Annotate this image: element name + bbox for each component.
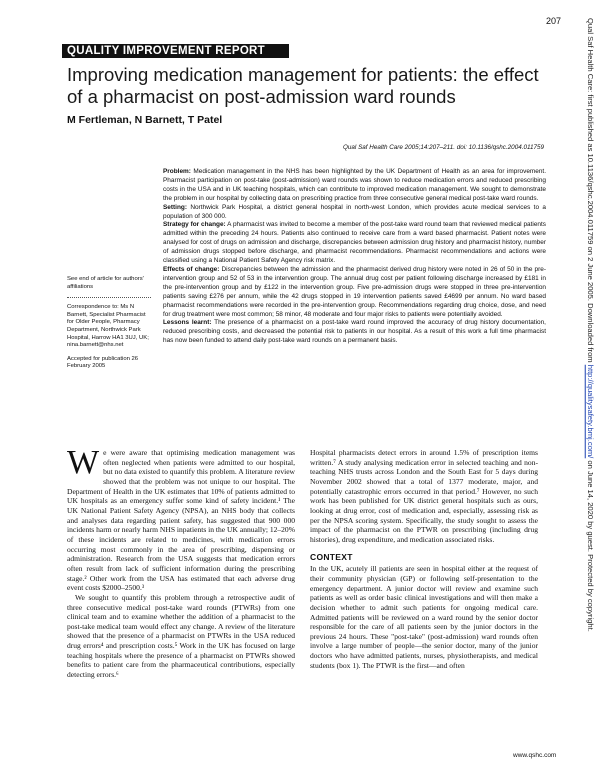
footer-url[interactable]: www.qshc.com (513, 752, 557, 759)
body-paragraph: We sought to quantify this problem through a retrospective audit of three consecutive medical post-take ward rounds (PTWRs) from one clinical team and to examine whether the addition of a pharmacist to the post-take medical team would effect any change. A review of the literature showed that the presence of a pharmacist on PTWRs in the USA reduced drug errors⁴ and prescription costs.⁵ Work in the UK has focused on large teaching hospitals where the presence of a pharmacist on PTWRs showed benefits to patient care from the pharmaceutical contributions, especially detecting errors.⁶ (67, 592, 295, 680)
abstract-lessons-text: The presence of a pharmacist on a post-take ward round improved the accuracy of drug history documentation, reduced prescribing costs, and decreased the potential risk to patients in our hospital. As a result of this work a full time pharmacist has now been funded to attend daily post-take ward rounds on a permanent basis. (163, 319, 546, 345)
abstract-effects-text: Discrepancies between the admission and the pharmacist derived drug history were noted in 26 of 50 in the pre-intervention group and 52 of 53 in the intervention group. The annual drug cost per patient following discharge increased by £181 in the pre-intervention group and by £122 in the intervention group. Five pre-admission drugs were stopped in three pre-intervention patients saving £276 per annum, while the 42 drugs stopped in 19 intervention patients saved £4699 per annum. No ward based pharmacist recommendations were recorded in the pre-intervention group. Recommendations regarding drug choice, dose, and need for drug treatment were most common; 58 minor, 48 moderate and four major risks to patients were potentially avoided. (163, 265, 546, 318)
page-number: 207 (546, 16, 562, 26)
citation: Qual Saf Health Care 2005;14:207–211. doi: 10.1136/qshc.2004.011759 (343, 144, 544, 151)
abstract-effects (163, 266, 546, 319)
authors: M Fertleman, N Barnett, T Patel (67, 114, 223, 126)
article-title: Improving medication management for patients: the effect of a pharmacist on post-admission ward rounds (67, 64, 539, 107)
abstract-effects-label: Effects of change: (163, 265, 220, 273)
side-notes (67, 276, 151, 377)
section-heading-context: CONTEXT (310, 551, 353, 562)
abstract-lessons-label: Lessons learnt: (163, 319, 212, 327)
abstract-setting (163, 204, 546, 222)
body-column-2 (310, 448, 538, 670)
abstract-lessons (163, 319, 546, 346)
abstract-setting-text: Northwick Park Hospital, a district general hospital in north-west London, which provides acute medical services to a population of 300 000. (163, 203, 546, 220)
abstract-strategy (163, 221, 546, 266)
drop-cap: W (67, 444, 100, 481)
divider (67, 297, 151, 298)
journal-link[interactable]: http://qualitysafety.bmj.com/ (586, 364, 595, 459)
body-column-1 (67, 444, 295, 680)
abstract-setting-label: Setting: (163, 203, 187, 211)
correspondence-note: Correspondence to: Ms N Barnett, Specialist Pharmacist for Older People, Pharmacy Department, Northwick Park Hospital, Harrow HA1 3UJ, UK; nina.barnett@nhs.net (67, 304, 149, 349)
vertical-text-after: on June 14, 2020 by guest. Protected by copyright. (586, 458, 595, 632)
vertical-download-notice (585, 18, 595, 758)
abstract (163, 168, 546, 346)
body-paragraph: In the UK, acutely ill patients are seen in hospital either at the request of their community physician (GP) or following self-presentation to the emergency department. A junior doctor will review and examine such patients as well as order basic clinical investigations and will then make a decision whether to admit such patients for ongoing medical care. Admitted patients will be reviewed on a ward round by the senior doctor responsible for the care of all patients seen by the junior doctors in the previous 24 hours. These "post-take" (post-admission) ward rounds often involve a large number of people—the senior doctor, many of the junior doctors who have admitted patients, nurses, physiotherapists, and medical students (box 1). The PTWR is the first—and often (310, 564, 538, 670)
body-paragraph (67, 444, 295, 593)
abstract-strategy-text: A pharmacist was invited to become a member of the post-take ward round team that reviewed medical patients admitted within the preceding 24 hours. Patients also continued to receive care from a ward based pharmacist. Patient notes were analysed for cost of drugs on admission and discharge, discrepancies between admission drug history and pharmacist history, number of admission drugs stopped before discharge, and pharmacist recommendations. Pharmacist recommendations and actions were classified using a National Patient Safety Agency risk matrix. (163, 221, 546, 265)
abstract-problem (163, 168, 546, 204)
vertical-text-before: Qual Saf Health Care: first published as 10.1136/qshc.2004.011759 on 2 June 2005. Downloaded from (586, 18, 595, 365)
abstract-problem-label: Problem: (163, 168, 191, 175)
body-paragraph: Hospital pharmacists detect errors in around 1.5% of prescription items written.⁷ A study analysing medication error in selected teaching and non-teaching NHS trusts across London and the South East for 5 days during November 2002 showed that a total of 1377 moderate, major, and potentially catastrophic errors occurred in that period.⁷ However, no such work has been published for UK district general hospitals such as ours, looking at drug error, cost of medication and, especially, assessing risk as per the NPSA scoring system. Specifically, the study sought to assess the impact of the pharmacist on the PTWR on prescribing (including drug histories), drug expenditure, and medication associated risks. (310, 448, 538, 544)
abstract-strategy-label: Strategy for change: (163, 221, 226, 229)
abstract-problem-text: Medication management in the NHS has been highlighted by the UK Department of Health as an area for improvement. Pharmacist participation on post-take (post-admission) ward rounds was shown to reduce medication errors and reduced prescribing costs in the USA and in UK teaching hospitals, which can contribute to improved medication management. We sought to demonstrate the problem in our hospital by collecting data on prescribing practice from three consecutive general medical post-take ward rounds. (163, 168, 546, 202)
accepted-note: Accepted for publication 26 February 2005 (67, 355, 139, 370)
section-banner: QUALITY IMPROVEMENT REPORT (62, 44, 289, 58)
body-paragraph-text: e were aware that optimising medication management was often neglected when patients were admitted to our hospital, but no data existed to quantify this problem. A literature review showed that the problem was not unique to our hospital. The Department of Health in the UK estimates that 10% of patients admitted to UK hospitals as an emergency suffer some kind of safety incident.¹ The UK National Patient Safety Agency (NPSA), an NHS body that collects and analyses data regarding patient safety, has suggested that 900 000 incidents harm or nearly harm NHS inpatients in the UK annually; 12–20% of these incidents are related to medicines, with medication errors occurring most commonly in the area of prescribing, dispensing or administration. Research from the USA suggests that medication errors often result from lack of sufficient information during the prescribing stage.² Other work from the USA has estimated that each adverse drug event costs $2000–2500.³ (67, 448, 295, 593)
affiliations-note: See end of article for authors' affiliations (67, 276, 144, 290)
